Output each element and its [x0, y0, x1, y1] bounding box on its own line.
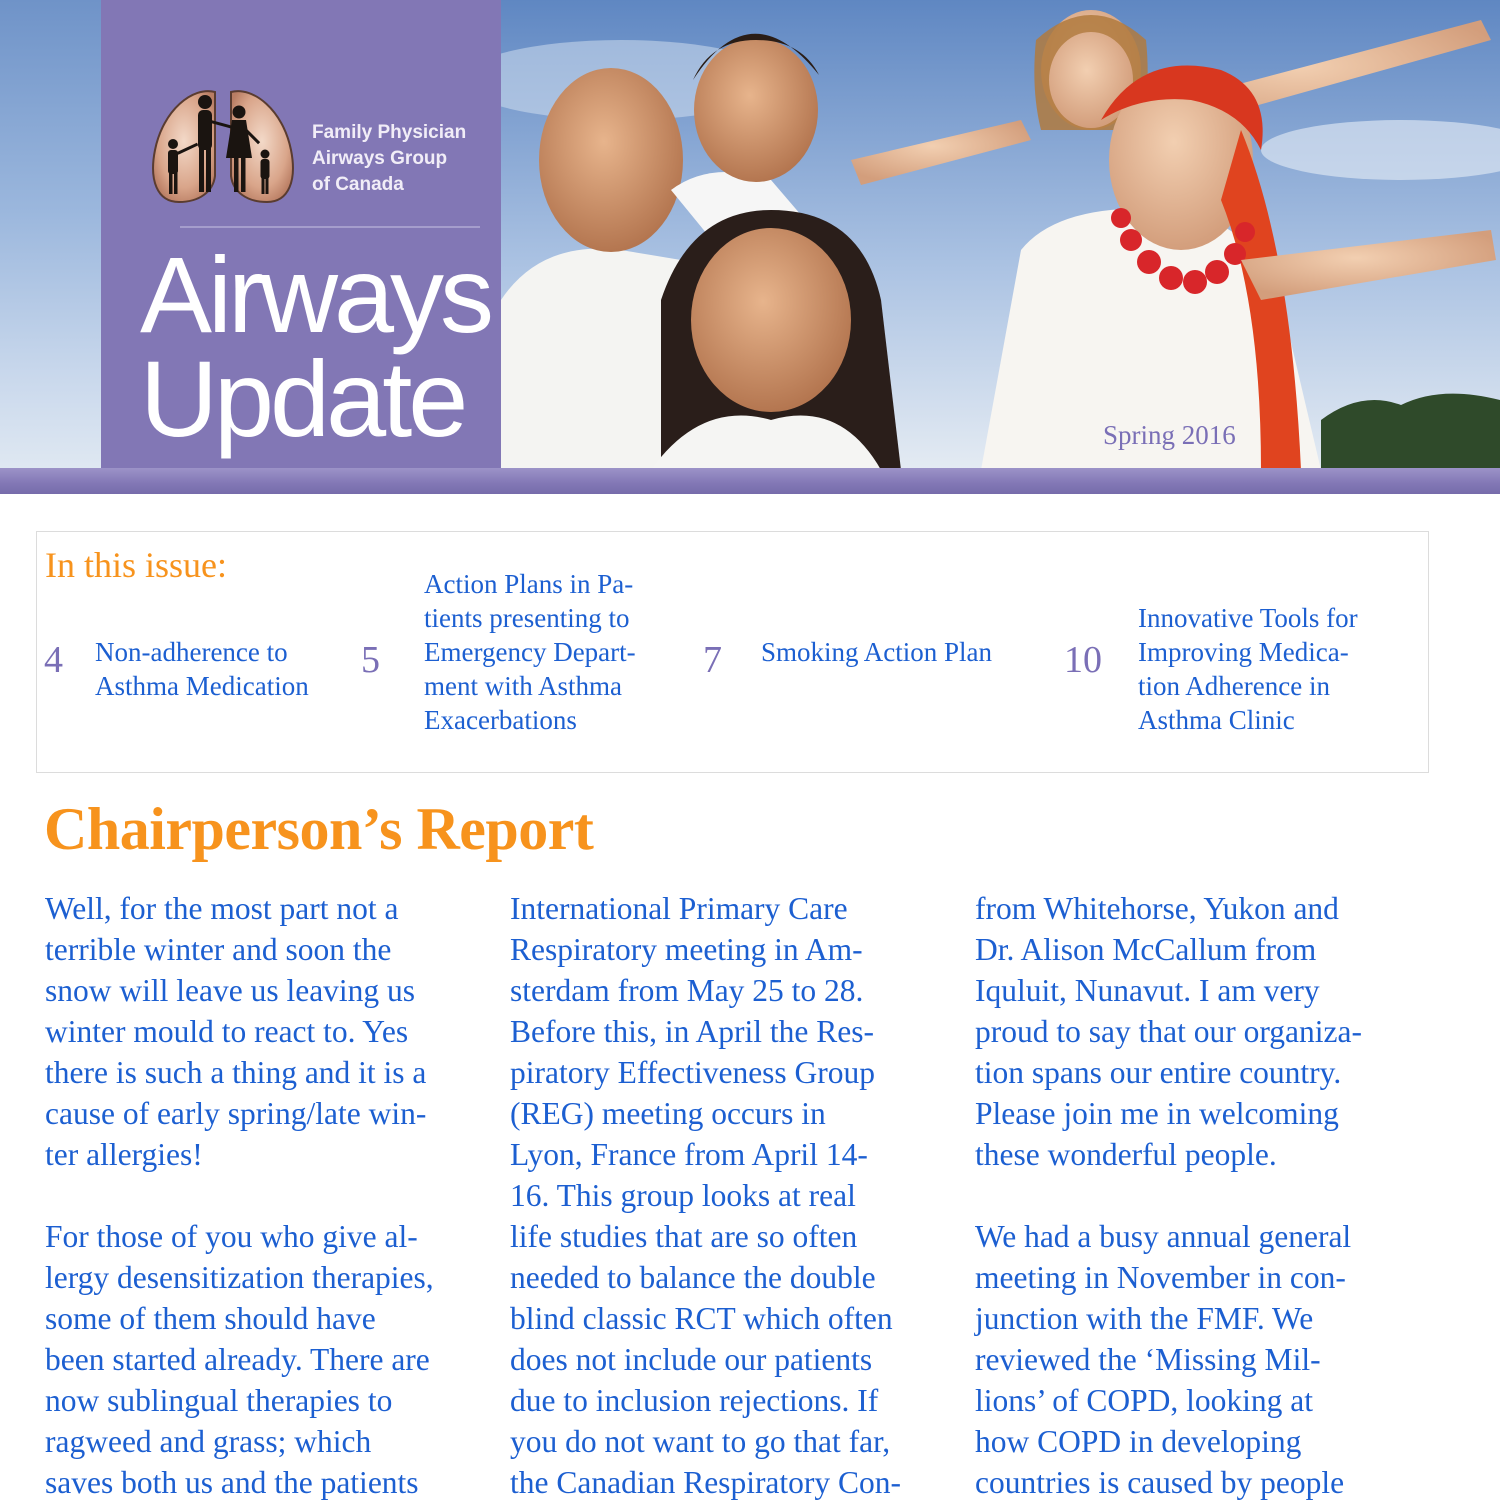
article-line: how COPD in developing [975, 1424, 1302, 1459]
toc-item-non-adherence[interactable] [95, 635, 309, 703]
org-name-line: Airways Group [312, 148, 448, 169]
article-line: some of them should have [45, 1301, 376, 1336]
article-line: lions’ of COPD, looking at [975, 1383, 1314, 1418]
toc-item-line: tients presenting to [424, 603, 630, 633]
article-column-3 [975, 888, 1425, 1503]
paragraph-gap [45, 1175, 495, 1216]
toc-item-smoking-action-plan[interactable] [761, 635, 992, 669]
article-line: Iquluit, Nunavut. I am very [975, 973, 1320, 1008]
publication-title-line1: Airways [140, 234, 491, 355]
article-line: ter allergies! [45, 1137, 203, 1172]
article-line: International Primary Care [510, 891, 848, 926]
article-line: you do not want to go that far, [510, 1424, 891, 1459]
article-line: winter mould to react to. Yes [45, 1014, 409, 1049]
article-line: snow will leave us leaving us [45, 973, 416, 1008]
article-column-2 [510, 888, 960, 1503]
article-line: Well, for the most part not a [45, 891, 399, 926]
article-title: Chairperson’s Report [44, 796, 594, 862]
article-line: Dr. Alison McCallum from [975, 932, 1317, 967]
article-line: piratory Effectiveness Group [510, 1055, 876, 1090]
publication-title-line2: Update [140, 338, 465, 459]
article-line: For those of you who give al- [45, 1219, 418, 1254]
article-line: Please join me in welcoming [975, 1096, 1339, 1131]
masthead-bar [0, 468, 1500, 494]
article-line: cause of early spring/late win- [45, 1096, 427, 1131]
article-line: needed to balance the double [510, 1260, 876, 1295]
article-line: meeting in November in con- [975, 1260, 1346, 1295]
article-line: 16. This group looks at real [510, 1178, 856, 1213]
toc-item-line: tion Adherence in [1138, 671, 1330, 701]
toc-item-line: Action Plans in Pa- [424, 569, 634, 599]
toc-item-line: Improving Medica- [1138, 637, 1349, 667]
article-line: from Whitehorse, Yukon and [975, 891, 1339, 926]
article-line: now sublingual therapies to [45, 1383, 393, 1418]
article-column-1 [45, 888, 495, 1503]
article-line: does not include our patients [510, 1342, 873, 1377]
article-line: (REG) meeting occurs in [510, 1096, 826, 1131]
toc-item-line: Innovative Tools for [1138, 603, 1358, 633]
paragraph-gap [975, 1175, 1425, 1216]
toc-page-number: 7 [703, 639, 722, 681]
toc-page-number: 5 [361, 639, 380, 681]
toc-page-number: 10 [1064, 639, 1102, 681]
article-line: tion spans our entire country. [975, 1055, 1342, 1090]
toc-page-number: 4 [44, 639, 63, 681]
article-line: sterdam from May 25 to 28. [510, 973, 864, 1008]
article-line: these wonderful people. [975, 1137, 1277, 1172]
article-line: the Canadian Respiratory Con- [510, 1465, 902, 1500]
lungs-family-logo-icon [143, 80, 303, 210]
article-line: terrible winter and soon the [45, 932, 392, 967]
article-line: junction with the FMF. We [975, 1301, 1314, 1336]
toc-item-line: Emergency Depart- [424, 637, 636, 667]
article-line: saves both us and the patients [45, 1465, 419, 1500]
article-line: there is such a thing and it is a [45, 1055, 427, 1090]
toc-item-line: ment with Asthma [424, 671, 622, 701]
organization-name [312, 120, 492, 198]
family-photo [501, 0, 1500, 470]
article-line: Respiratory meeting in Am- [510, 932, 863, 967]
article-line: Before this, in April the Res- [510, 1014, 874, 1049]
toc-item-line: Asthma Clinic [1138, 705, 1295, 735]
article-line: Lyon, France from April 14- [510, 1137, 868, 1172]
article-line: been started already. There are [45, 1342, 430, 1377]
article-line: blind classic RCT which often [510, 1301, 893, 1336]
article-line: proud to say that our organiza- [975, 1014, 1362, 1049]
article-line: reviewed the ‘Missing Mil- [975, 1342, 1321, 1377]
org-name-line: Family Physician [312, 122, 467, 143]
issue-date: Spring 2016 [1103, 420, 1236, 450]
masthead [0, 0, 1500, 470]
masthead-divider [180, 226, 480, 228]
article-line: life studies that are so often [510, 1219, 858, 1254]
org-name-line: of Canada [312, 174, 404, 195]
toc-item-innovative-tools[interactable] [1138, 601, 1358, 737]
article-line: lergy desensitization therapies, [45, 1260, 434, 1295]
toc-item-line: Smoking Action Plan [761, 637, 993, 667]
toc-item-action-plans[interactable] [424, 567, 636, 737]
in-this-issue-heading: In this issue: [45, 545, 228, 585]
article-line: We had a busy annual general [975, 1219, 1352, 1254]
article-line: due to inclusion rejections. If [510, 1383, 879, 1418]
toc-item-line: Exacerbations [424, 705, 577, 735]
article-line: countries is caused by people [975, 1465, 1345, 1500]
toc-item-line: Asthma Medication [95, 671, 309, 701]
toc-item-line: Non-adherence to [95, 637, 288, 667]
article-line: ragweed and grass; which [45, 1424, 372, 1459]
